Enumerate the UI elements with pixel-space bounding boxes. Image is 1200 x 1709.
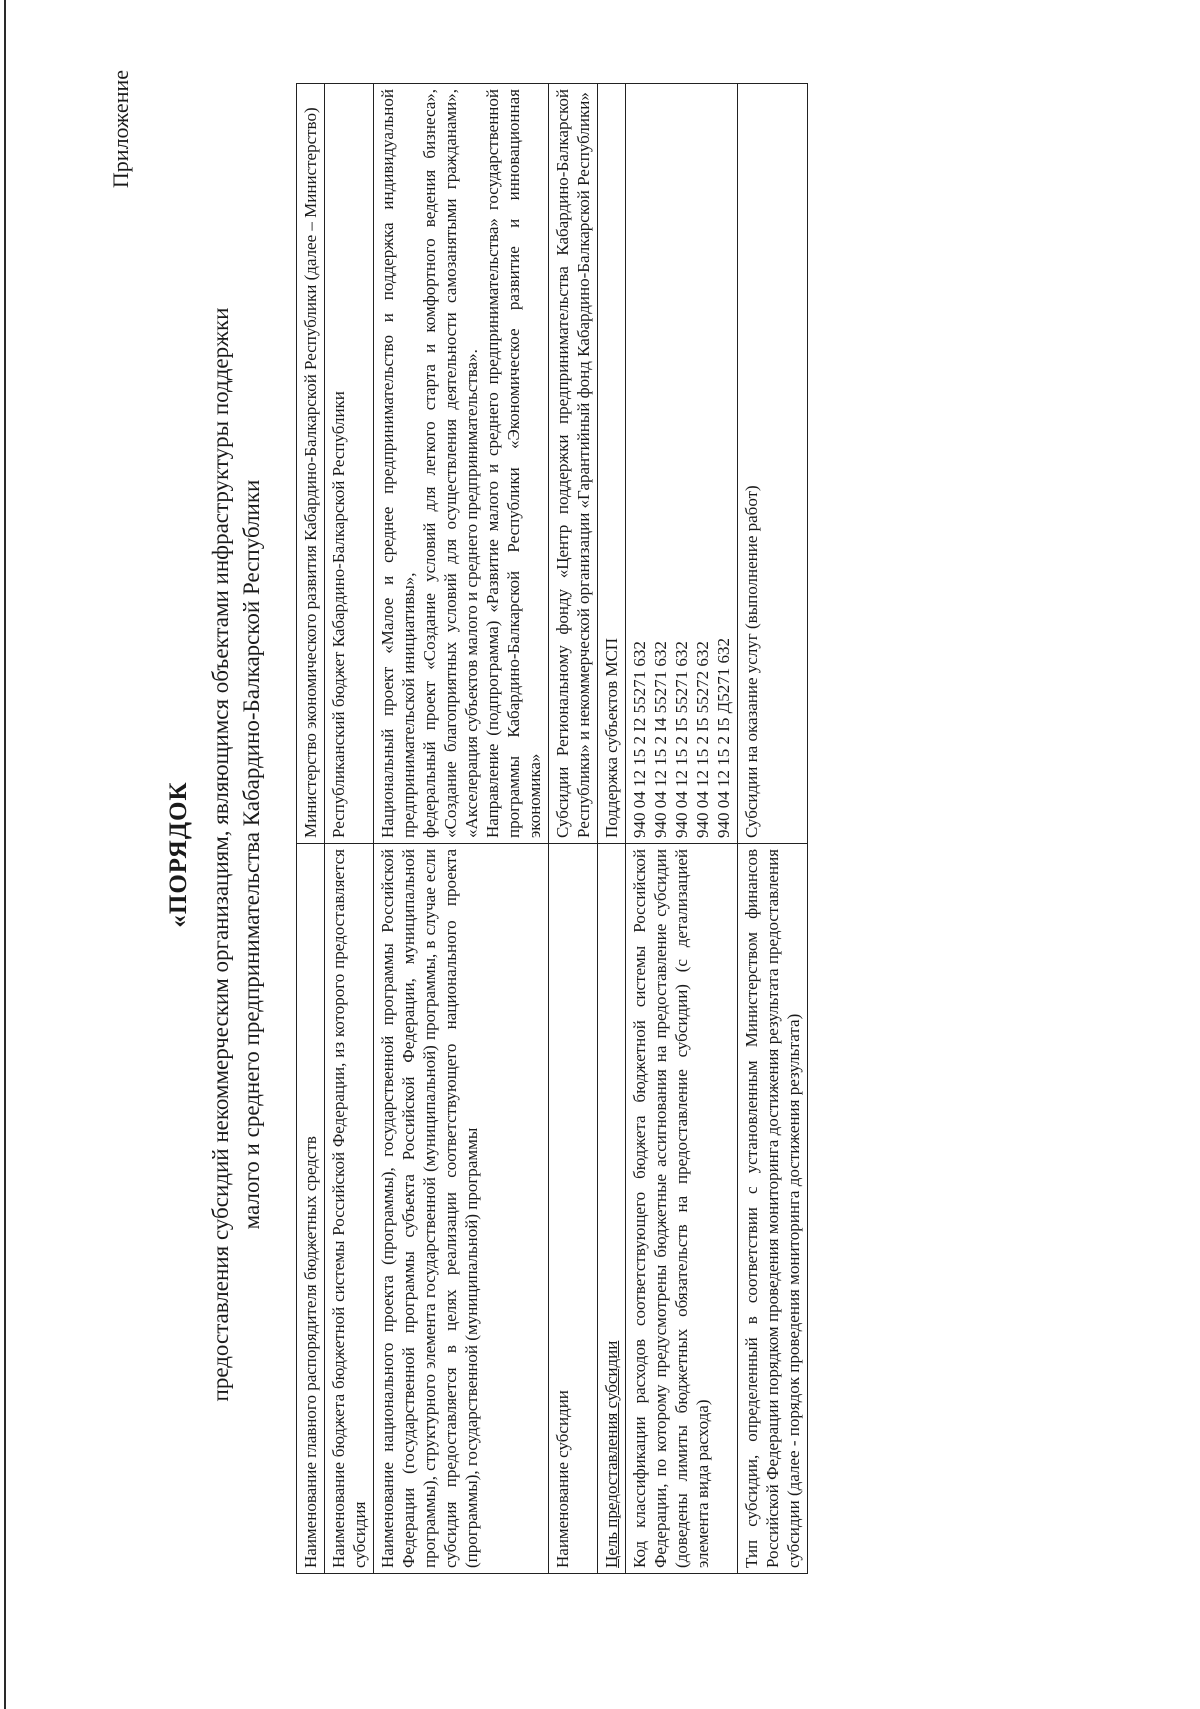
expense-code: 940 04 12 15 2 I4 55271 632 — [651, 641, 670, 838]
appendix-label: Приложение — [108, 70, 133, 189]
table-row — [374, 84, 549, 1574]
table-row — [598, 84, 626, 1574]
document-title: «ПОРЯДОК — [165, 781, 192, 928]
row-value-subsidy-purpose: Поддержка субъектов МСП — [598, 84, 626, 844]
row-label-subsidy-name: Наименование субсидии — [549, 844, 598, 1574]
row-value-budget-name: Республиканский бюджет Кабардино-Балкарской Республики — [325, 84, 374, 844]
row-label-budget-name: Наименование бюджета бюджетной системы Российской Федерации, из которого предоставляется субсидия — [325, 844, 374, 1574]
row-label-subsidy-purpose: Цель предоставления субсидии — [598, 844, 626, 1574]
row-value-national-project: Национальный проект «Малое и среднее предпринимательство и поддержка индивидуальной предпринимательской инициативы», федеральный проект «Создание условий для легкого старта и комфортного ведения бизнеса», «Создание благоприятных условий для осуществления деятельности самозанятыми гражданами», «Акселерация субъектов малого и среднего предпринимательства». Направление (подпрограмма) «Развитие малого и среднего предпринимательства» государственной программы Кабардино-Балкарской Республики «Экономическое развитие и инновационная экономика» — [374, 84, 549, 844]
table-row — [738, 84, 808, 1574]
table-row — [549, 84, 598, 1574]
row-label-expense-code: Код классификации расходов соответствующего бюджета бюджетной системы Российской Федерации, по которому предусмотрены бюджетные ассигнования на предоставление субсидии (доведены лимиты бюджетных обязательств на предоставление субсидии) (с детализацией элемента вида расхода) — [626, 844, 738, 1574]
subtitle-line-1: предоставления субсидий некоммерческим организациям, являющимся объектами инфраструктуры поддержки — [208, 307, 233, 1402]
document-subtitle — [205, 200, 267, 1509]
row-value-expense-codes — [626, 84, 738, 844]
subtitle-line-2: малого и среднего предпринимательства Кабардино-Балкарской Республики — [239, 479, 264, 1230]
row-label-national-project: Наименование национального проекта (программы), государственной программы Российской Федерации (государственной программы субъекта Российской Федерации, муниципальной программы), структурного элемента государственной (муниципальной) программы, в случае если субсидия предоставляется в целях реализации соответствующего национального проекта (программы), государственной (муниципальной) программы — [374, 844, 549, 1574]
subsidy-info-table — [296, 83, 808, 1574]
row-value-budget-manager: Министерство экономического развития Кабардино-Балкарской Республики (далее – Министерство) — [297, 84, 325, 844]
expense-code: 940 04 12 15 2 I5 55272 632 — [693, 641, 712, 838]
expense-code: 940 04 12 15 2 I5 55271 632 — [672, 641, 691, 838]
row-value-subsidy-name: Субсидии Региональному фонду «Центр поддержки предпринимательства Кабардино-Балкарской Республики» и некоммерческой организации «Гарантийный фонд Кабардино-Балкарской Республики» — [549, 84, 598, 844]
expense-code: 940 04 12 15 2 I2 55271 632 — [630, 641, 649, 838]
row-label-subsidy-type: Тип субсидии, определенный в соответствии с установленным Министерством финансов Российской Федерации порядком проведения мониторинга достижения результата предоставления субсидии (далее - порядок проведения мониторинга достижения результата) — [738, 844, 808, 1574]
table-row — [325, 84, 374, 1574]
table-row — [626, 84, 738, 1574]
row-value-subsidy-type: Субсидии на оказание услуг (выполнение работ) — [738, 84, 808, 844]
row-label-budget-manager: Наименование главного распорядителя бюджетных средств — [297, 844, 325, 1574]
table-row — [297, 84, 325, 1574]
expense-code: 940 04 12 15 2 I5 Д5271 632 — [714, 637, 733, 838]
